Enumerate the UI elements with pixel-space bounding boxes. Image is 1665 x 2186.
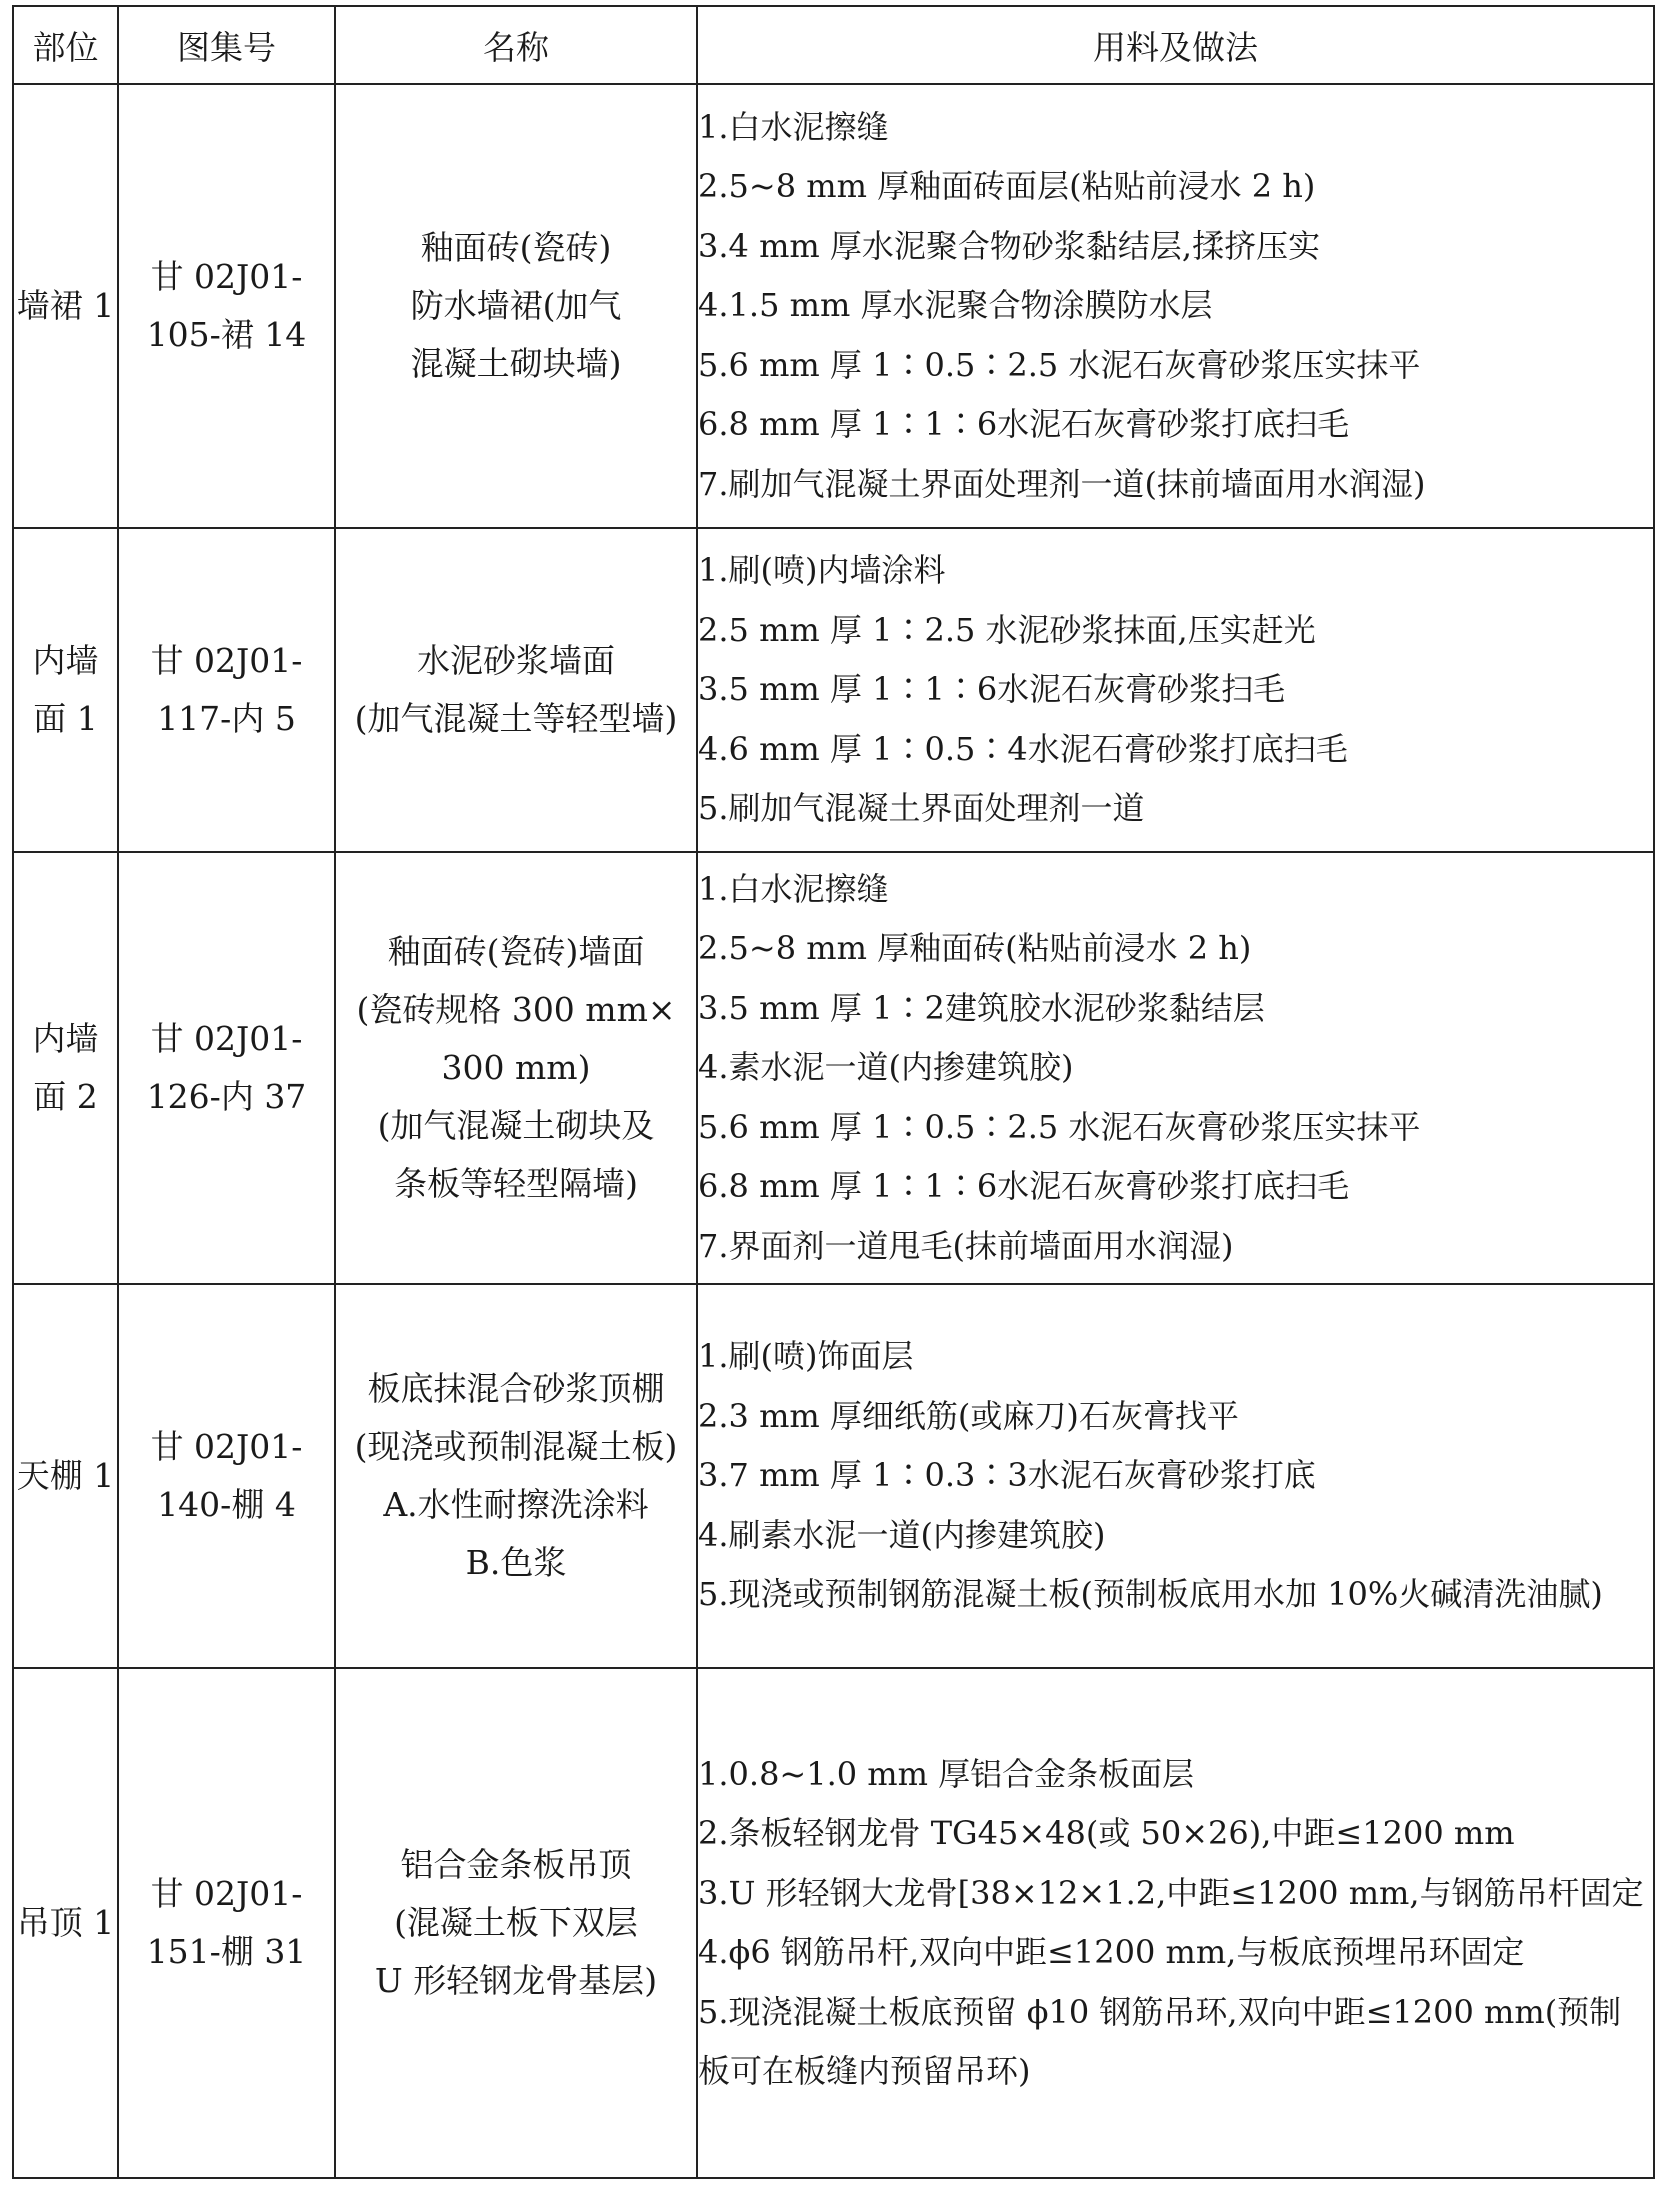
- atlas-text: 甘 02J01-: [150, 1019, 303, 1058]
- steps-cell: [697, 1284, 1654, 1668]
- name-text: A.水性耐擦洗涂料: [383, 1485, 649, 1524]
- table-row: [13, 852, 1654, 1284]
- atlas-text: 甘 02J01-: [150, 1874, 303, 1913]
- step-item: 6.8 mm 厚 1∶1∶6水泥石灰膏砂浆打底扫毛: [698, 405, 1350, 444]
- step-item: 6.8 mm 厚 1∶1∶6水泥石灰膏砂浆打底扫毛: [698, 1167, 1350, 1206]
- step-item: 5.现浇混凝土板底预留 ϕ10 钢筋吊环,双向中距≤1200 mm(预制板可在板缝内预留吊环): [698, 1992, 1622, 2090]
- step-item: 3.5 mm 厚 1∶1∶6水泥石灰膏砂浆扫毛: [698, 670, 1286, 709]
- step-item: 1.白水泥擦缝: [698, 869, 889, 908]
- steps-cell: [697, 852, 1654, 1284]
- name-text: 铝合金条板吊顶: [400, 1845, 632, 1884]
- name-cell: [335, 1668, 697, 2178]
- part-text: 天棚 1: [16, 1456, 115, 1495]
- part-cell: [13, 852, 118, 1284]
- step-item: 2.条板轻钢龙骨 TG45×48(或 50×26),中距≤1200 mm: [698, 1814, 1515, 1852]
- name-text: 防水墙裙(加气: [410, 286, 622, 325]
- name-cell: [335, 528, 697, 852]
- part-text: 面 1: [33, 699, 98, 738]
- atlas-text: 甘 02J01-: [150, 641, 303, 680]
- atlas-cell: [118, 84, 335, 528]
- name-text: (加气混凝土等轻型墙): [354, 699, 678, 738]
- step-item: 4.刷素水泥一道(内掺建筑胶): [698, 1515, 1106, 1554]
- step-item: 3.5 mm 厚 1∶2建筑胶水泥砂浆黏结层: [698, 988, 1265, 1027]
- step-item: 5.6 mm 厚 1∶0.5∶2.5 水泥石灰膏砂浆压实抹平: [698, 1107, 1421, 1146]
- atlas-text: 126-内 37: [146, 1077, 307, 1116]
- part-cell: [13, 528, 118, 852]
- part-text: 墙裙 1: [16, 286, 115, 325]
- atlas-text: 140-棚 4: [157, 1485, 296, 1524]
- name-text: 条板等轻型隔墙): [394, 1164, 638, 1203]
- name-text: 水泥砂浆墙面: [417, 641, 615, 680]
- step-item: 5.刷加气混凝土界面处理剂一道: [698, 789, 1145, 828]
- step-item: 4.6 mm 厚 1∶0.5∶4水泥石膏砂浆打底扫毛: [698, 729, 1348, 768]
- part-text: 吊顶 1: [16, 1903, 115, 1942]
- atlas-cell: [118, 852, 335, 1284]
- table-row: [13, 1668, 1654, 2178]
- atlas-text: 117-内 5: [157, 699, 296, 738]
- step-item: 2.5~8 mm 厚釉面砖面层(粘贴前浸水 2 h): [698, 167, 1316, 206]
- name-text: B.色浆: [465, 1543, 567, 1582]
- steps-cell: [697, 84, 1654, 528]
- table-row: [13, 528, 1654, 852]
- step-item: 4.素水泥一道(内掺建筑胶): [698, 1048, 1074, 1087]
- step-item: 5.现浇或预制钢筋混凝土板(预制板底用水加 10%火碱清洗油腻): [698, 1575, 1603, 1614]
- step-item: 1.刷(喷)饰面层: [698, 1337, 914, 1376]
- atlas-text: 151-棚 31: [146, 1932, 307, 1971]
- atlas-cell: [118, 528, 335, 852]
- part-cell: [13, 84, 118, 528]
- part-text: 面 2: [33, 1077, 98, 1116]
- name-text: U 形轻钢龙骨基层): [374, 1961, 658, 2000]
- step-item: 5.6 mm 厚 1∶0.5∶2.5 水泥石灰膏砂浆压实抹平: [698, 345, 1421, 384]
- atlas-text: 105-裙 14: [146, 315, 307, 354]
- table-row: [13, 1284, 1654, 1668]
- part-text: 内墙: [32, 1019, 99, 1058]
- step-item: 2.5~8 mm 厚釉面砖(粘贴前浸水 2 h): [698, 929, 1252, 968]
- step-item: 7.刷加气混凝土界面处理剂一道(抹前墙面用水润湿): [698, 464, 1426, 503]
- atlas-cell: [118, 1668, 335, 2178]
- header-atlas-number: 图集号: [118, 6, 335, 84]
- step-item: 2.5 mm 厚 1∶2.5 水泥砂浆抹面,压实赶光: [698, 610, 1316, 649]
- step-item: 3.U 形轻钢大龙骨[38×12×1.2,中距≤1200 mm,与钢筋吊杆固定: [698, 1873, 1644, 1912]
- step-item: 4.1.5 mm 厚水泥聚合物涂膜防水层: [698, 286, 1213, 325]
- atlas-text: 甘 02J01-: [150, 257, 303, 296]
- name-text: 釉面砖(瓷砖): [420, 228, 612, 267]
- name-cell: [335, 852, 697, 1284]
- name-cell: [335, 1284, 697, 1668]
- name-text: (瓷砖规格 300 mm×: [356, 990, 676, 1029]
- step-item: 1.白水泥擦缝: [698, 107, 889, 146]
- part-cell: [13, 1284, 118, 1668]
- step-item: 1.刷(喷)内墙涂料: [698, 551, 946, 590]
- atlas-cell: [118, 1284, 335, 1668]
- header-part: 部位: [13, 6, 118, 84]
- name-text: 300 mm): [441, 1048, 591, 1087]
- step-item: 7.界面剂一道甩毛(抹前墙面用水润湿): [698, 1226, 1234, 1265]
- specification-table: [12, 5, 1655, 2179]
- step-item: 2.3 mm 厚细纸筋(或麻刀)石灰膏找平: [698, 1396, 1239, 1435]
- name-text: 釉面砖(瓷砖)墙面: [387, 932, 645, 971]
- part-text: 内墙: [32, 641, 99, 680]
- part-cell: [13, 1668, 118, 2178]
- step-item: 3.7 mm 厚 1∶0.3∶3水泥石灰膏砂浆打底: [698, 1456, 1316, 1495]
- step-item: 1.0.8~1.0 mm 厚铝合金条板面层: [698, 1754, 1195, 1793]
- header-name: 名称: [335, 6, 697, 84]
- header-materials-method: 用料及做法: [697, 6, 1654, 84]
- atlas-text: 甘 02J01-: [150, 1427, 303, 1466]
- name-cell: [335, 84, 697, 528]
- step-item: 3.4 mm 厚水泥聚合物砂浆黏结层,揉挤压实: [698, 226, 1321, 265]
- steps-cell: [697, 1668, 1654, 2178]
- name-text: (混凝土板下双层: [394, 1903, 638, 1942]
- steps-cell: [697, 528, 1654, 852]
- name-text: (现浇或预制混凝土板): [354, 1427, 678, 1466]
- name-text: 板底抹混合砂浆顶棚: [367, 1369, 665, 1408]
- name-text: (加气混凝土砌块及: [377, 1106, 655, 1145]
- step-item: 4.ϕ6 钢筋吊杆,双向中距≤1200 mm,与板底预埋吊环固定: [698, 1933, 1525, 1971]
- name-text: 混凝土砌块墙): [410, 344, 622, 383]
- header-row: [13, 6, 1654, 84]
- table-row: [13, 84, 1654, 528]
